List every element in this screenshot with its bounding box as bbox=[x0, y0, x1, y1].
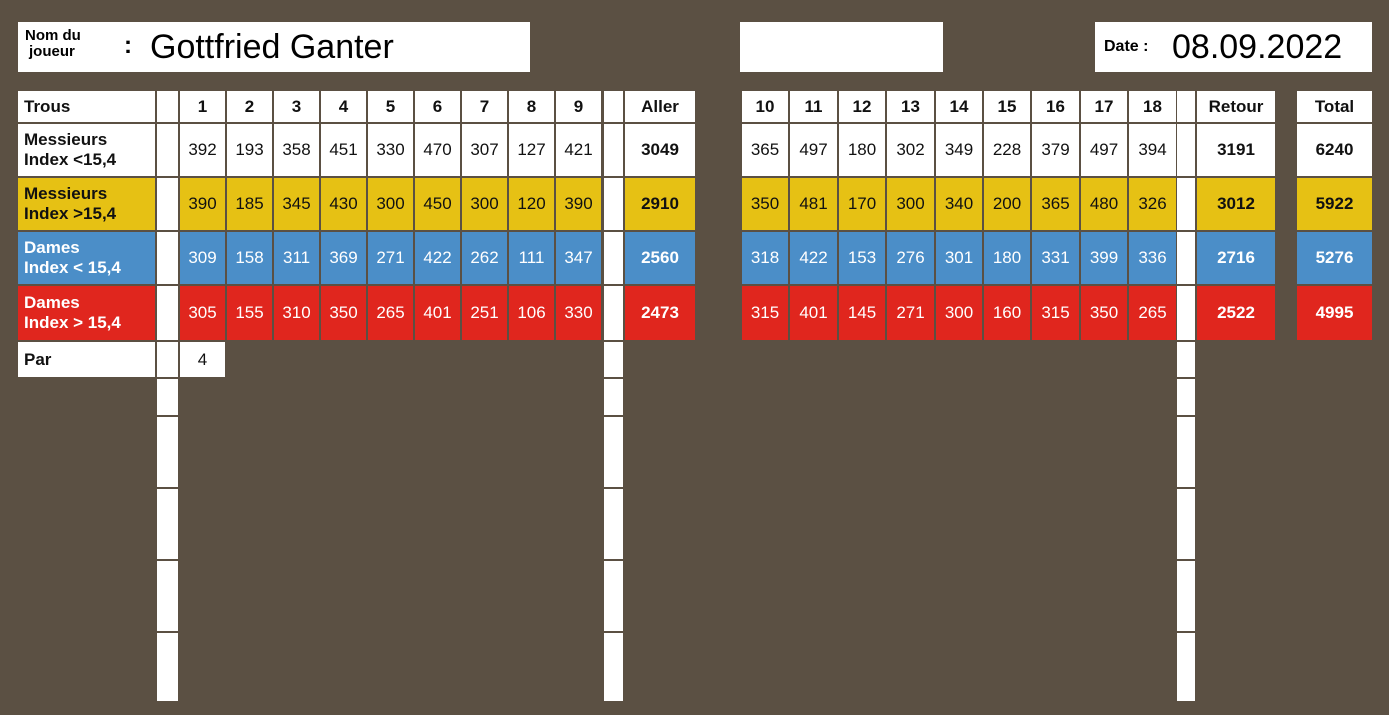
out-total-cell: 3049 bbox=[625, 124, 695, 176]
yardage-cell: 193 bbox=[227, 124, 272, 176]
yardage-cell: 350 bbox=[321, 286, 366, 340]
yardage-cell: 401 bbox=[790, 286, 837, 340]
hole-number: 7 bbox=[462, 91, 507, 122]
in-total-cell: 2522 bbox=[1197, 286, 1275, 340]
yardage-cell: 358 bbox=[274, 124, 319, 176]
yardage-cell: 251 bbox=[462, 286, 507, 340]
yardage-cell: 305 bbox=[180, 286, 225, 340]
out-total-cell: 2910 bbox=[625, 178, 695, 230]
total-total-cell: 4995 bbox=[1297, 286, 1372, 340]
hole-number: 1 bbox=[180, 91, 225, 122]
yardage-cell: 180 bbox=[839, 124, 885, 176]
name-colon: : bbox=[124, 32, 132, 59]
yardage-cell: 311 bbox=[274, 232, 319, 284]
yardage-cell: 401 bbox=[415, 286, 460, 340]
tee-label-line2: Index <15,4 bbox=[24, 150, 117, 169]
spacer-cell bbox=[1177, 286, 1195, 340]
par-label: Par bbox=[18, 342, 155, 377]
yardage-cell: 180 bbox=[984, 232, 1030, 284]
yardage-cell: 394 bbox=[1129, 124, 1176, 176]
tee-label bbox=[18, 124, 155, 176]
tee-label bbox=[18, 232, 155, 284]
hole-number: 4 bbox=[321, 91, 366, 122]
hole-number: 5 bbox=[368, 91, 413, 122]
yardage-cell: 158 bbox=[227, 232, 272, 284]
par-cell: 4 bbox=[180, 342, 225, 377]
total-total-cell: 5922 bbox=[1297, 178, 1372, 230]
yardage-cell: 160 bbox=[984, 286, 1030, 340]
yardage-cell: 200 bbox=[984, 178, 1030, 230]
yardage-cell: 265 bbox=[368, 286, 413, 340]
spacer-cell bbox=[157, 342, 178, 377]
yardage-cell: 326 bbox=[1129, 178, 1176, 230]
spacer-cell bbox=[604, 417, 623, 487]
spacer-cell bbox=[1177, 417, 1195, 487]
hole-number: 11 bbox=[790, 91, 837, 122]
yardage-cell: 392 bbox=[180, 124, 225, 176]
total-total-cell: 5276 bbox=[1297, 232, 1372, 284]
spacer-cell bbox=[604, 124, 623, 176]
spacer-cell bbox=[157, 379, 178, 415]
yardage-cell: 301 bbox=[936, 232, 982, 284]
out-total-cell: 2560 bbox=[625, 232, 695, 284]
spacer-cell bbox=[157, 124, 178, 176]
yardage-cell: 421 bbox=[556, 124, 601, 176]
name-label: Nom du joueur bbox=[25, 27, 81, 60]
yardage-cell: 300 bbox=[936, 286, 982, 340]
spacer-cell bbox=[157, 489, 178, 559]
yardage-cell: 422 bbox=[415, 232, 460, 284]
spacer-cell bbox=[604, 91, 623, 122]
player-name-field[interactable] bbox=[18, 22, 530, 72]
player-name-value: Gottfried Ganter bbox=[150, 28, 394, 66]
yardage-cell: 347 bbox=[556, 232, 601, 284]
yardage-cell: 271 bbox=[368, 232, 413, 284]
yardage-cell: 470 bbox=[415, 124, 460, 176]
yardage-cell: 300 bbox=[368, 178, 413, 230]
hole-number: 6 bbox=[415, 91, 460, 122]
yardage-cell: 262 bbox=[462, 232, 507, 284]
spacer-cell bbox=[157, 91, 178, 122]
header-trous: Trous bbox=[18, 91, 155, 122]
yardage-cell: 153 bbox=[839, 232, 885, 284]
hole-number: 15 bbox=[984, 91, 1030, 122]
yardage-cell: 228 bbox=[984, 124, 1030, 176]
date-label: Date : bbox=[1104, 38, 1149, 55]
spacer-cell bbox=[157, 417, 178, 487]
yardage-cell: 315 bbox=[1032, 286, 1079, 340]
yardage-cell: 170 bbox=[839, 178, 885, 230]
in-header: Retour bbox=[1197, 91, 1275, 122]
yardage-cell: 451 bbox=[321, 124, 366, 176]
hole-number: 14 bbox=[936, 91, 982, 122]
yardage-cell: 379 bbox=[1032, 124, 1079, 176]
yardage-cell: 310 bbox=[274, 286, 319, 340]
yardage-cell: 497 bbox=[1081, 124, 1127, 176]
yardage-cell: 309 bbox=[180, 232, 225, 284]
spacer-cell bbox=[1177, 342, 1195, 377]
in-total-cell: 2716 bbox=[1197, 232, 1275, 284]
spacer-cell bbox=[157, 286, 178, 340]
yardage-cell: 300 bbox=[887, 178, 934, 230]
yardage-cell: 307 bbox=[462, 124, 507, 176]
spacer-cell bbox=[1177, 489, 1195, 559]
yardage-cell: 365 bbox=[1032, 178, 1079, 230]
blank-field[interactable] bbox=[740, 22, 943, 72]
spacer-cell bbox=[1177, 91, 1195, 122]
hole-number: 8 bbox=[509, 91, 554, 122]
total-header: Total bbox=[1297, 91, 1372, 122]
yardage-cell: 350 bbox=[1081, 286, 1127, 340]
hole-number: 18 bbox=[1129, 91, 1176, 122]
spacer-cell bbox=[604, 561, 623, 631]
yardage-cell: 399 bbox=[1081, 232, 1127, 284]
yardage-cell: 265 bbox=[1129, 286, 1176, 340]
yardage-cell: 276 bbox=[887, 232, 934, 284]
spacer-cell bbox=[1177, 633, 1195, 701]
yardage-cell: 185 bbox=[227, 178, 272, 230]
yardage-cell: 430 bbox=[321, 178, 366, 230]
spacer-cell bbox=[604, 232, 623, 284]
spacer-cell bbox=[157, 633, 178, 701]
tee-label-line2: Index > 15,4 bbox=[24, 313, 121, 332]
yardage-cell: 390 bbox=[180, 178, 225, 230]
in-total-cell: 3012 bbox=[1197, 178, 1275, 230]
spacer-cell bbox=[1177, 178, 1195, 230]
tee-label bbox=[18, 286, 155, 340]
spacer-cell bbox=[604, 489, 623, 559]
yardage-cell: 365 bbox=[742, 124, 788, 176]
yardage-cell: 422 bbox=[790, 232, 837, 284]
tee-label bbox=[18, 178, 155, 230]
yardage-cell: 450 bbox=[415, 178, 460, 230]
tee-label-line1: Dames bbox=[24, 238, 80, 257]
yardage-cell: 145 bbox=[839, 286, 885, 340]
spacer-cell bbox=[1177, 379, 1195, 415]
yardage-cell: 120 bbox=[509, 178, 554, 230]
yardage-cell: 300 bbox=[462, 178, 507, 230]
hole-number: 2 bbox=[227, 91, 272, 122]
yardage-cell: 155 bbox=[227, 286, 272, 340]
hole-number: 3 bbox=[274, 91, 319, 122]
hole-number: 16 bbox=[1032, 91, 1079, 122]
tee-label-line1: Dames bbox=[24, 293, 80, 312]
spacer-cell bbox=[157, 178, 178, 230]
spacer-cell bbox=[604, 633, 623, 701]
total-total-cell: 6240 bbox=[1297, 124, 1372, 176]
hole-number: 10 bbox=[742, 91, 788, 122]
yardage-cell: 480 bbox=[1081, 178, 1127, 230]
date-value: 08.09.2022 bbox=[1172, 28, 1343, 66]
in-total-cell: 3191 bbox=[1197, 124, 1275, 176]
spacer-cell bbox=[604, 178, 623, 230]
yardage-cell: 106 bbox=[509, 286, 554, 340]
yardage-cell: 302 bbox=[887, 124, 934, 176]
yardage-cell: 481 bbox=[790, 178, 837, 230]
yardage-cell: 318 bbox=[742, 232, 788, 284]
tee-label-line1: Messieurs bbox=[24, 184, 108, 203]
yardage-cell: 330 bbox=[368, 124, 413, 176]
hole-number: 13 bbox=[887, 91, 934, 122]
spacer-cell bbox=[604, 379, 623, 415]
yardage-cell: 336 bbox=[1129, 232, 1176, 284]
spacer-cell bbox=[157, 232, 178, 284]
spacer-cell bbox=[1177, 124, 1195, 176]
yardage-cell: 345 bbox=[274, 178, 319, 230]
date-field[interactable] bbox=[1095, 22, 1372, 72]
yardage-cell: 497 bbox=[790, 124, 837, 176]
yardage-cell: 271 bbox=[887, 286, 934, 340]
spacer-cell bbox=[1177, 232, 1195, 284]
yardage-cell: 390 bbox=[556, 178, 601, 230]
hole-number: 12 bbox=[839, 91, 885, 122]
yardage-cell: 111 bbox=[509, 232, 554, 284]
yardage-cell: 331 bbox=[1032, 232, 1079, 284]
out-total-cell: 2473 bbox=[625, 286, 695, 340]
yardage-cell: 369 bbox=[321, 232, 366, 284]
yardage-cell: 349 bbox=[936, 124, 982, 176]
tee-label-line2: Index >15,4 bbox=[24, 204, 117, 223]
yardage-cell: 315 bbox=[742, 286, 788, 340]
hole-number: 17 bbox=[1081, 91, 1127, 122]
spacer-cell bbox=[1177, 561, 1195, 631]
spacer-cell bbox=[157, 561, 178, 631]
tee-label-line1: Messieurs bbox=[24, 130, 108, 149]
spacer-cell bbox=[604, 342, 623, 377]
yardage-cell: 127 bbox=[509, 124, 554, 176]
hole-number: 9 bbox=[556, 91, 601, 122]
out-header: Aller bbox=[625, 91, 695, 122]
yardage-cell: 330 bbox=[556, 286, 601, 340]
yardage-cell: 340 bbox=[936, 178, 982, 230]
spacer-cell bbox=[604, 286, 623, 340]
tee-label-line2: Index < 15,4 bbox=[24, 258, 121, 277]
yardage-cell: 350 bbox=[742, 178, 788, 230]
